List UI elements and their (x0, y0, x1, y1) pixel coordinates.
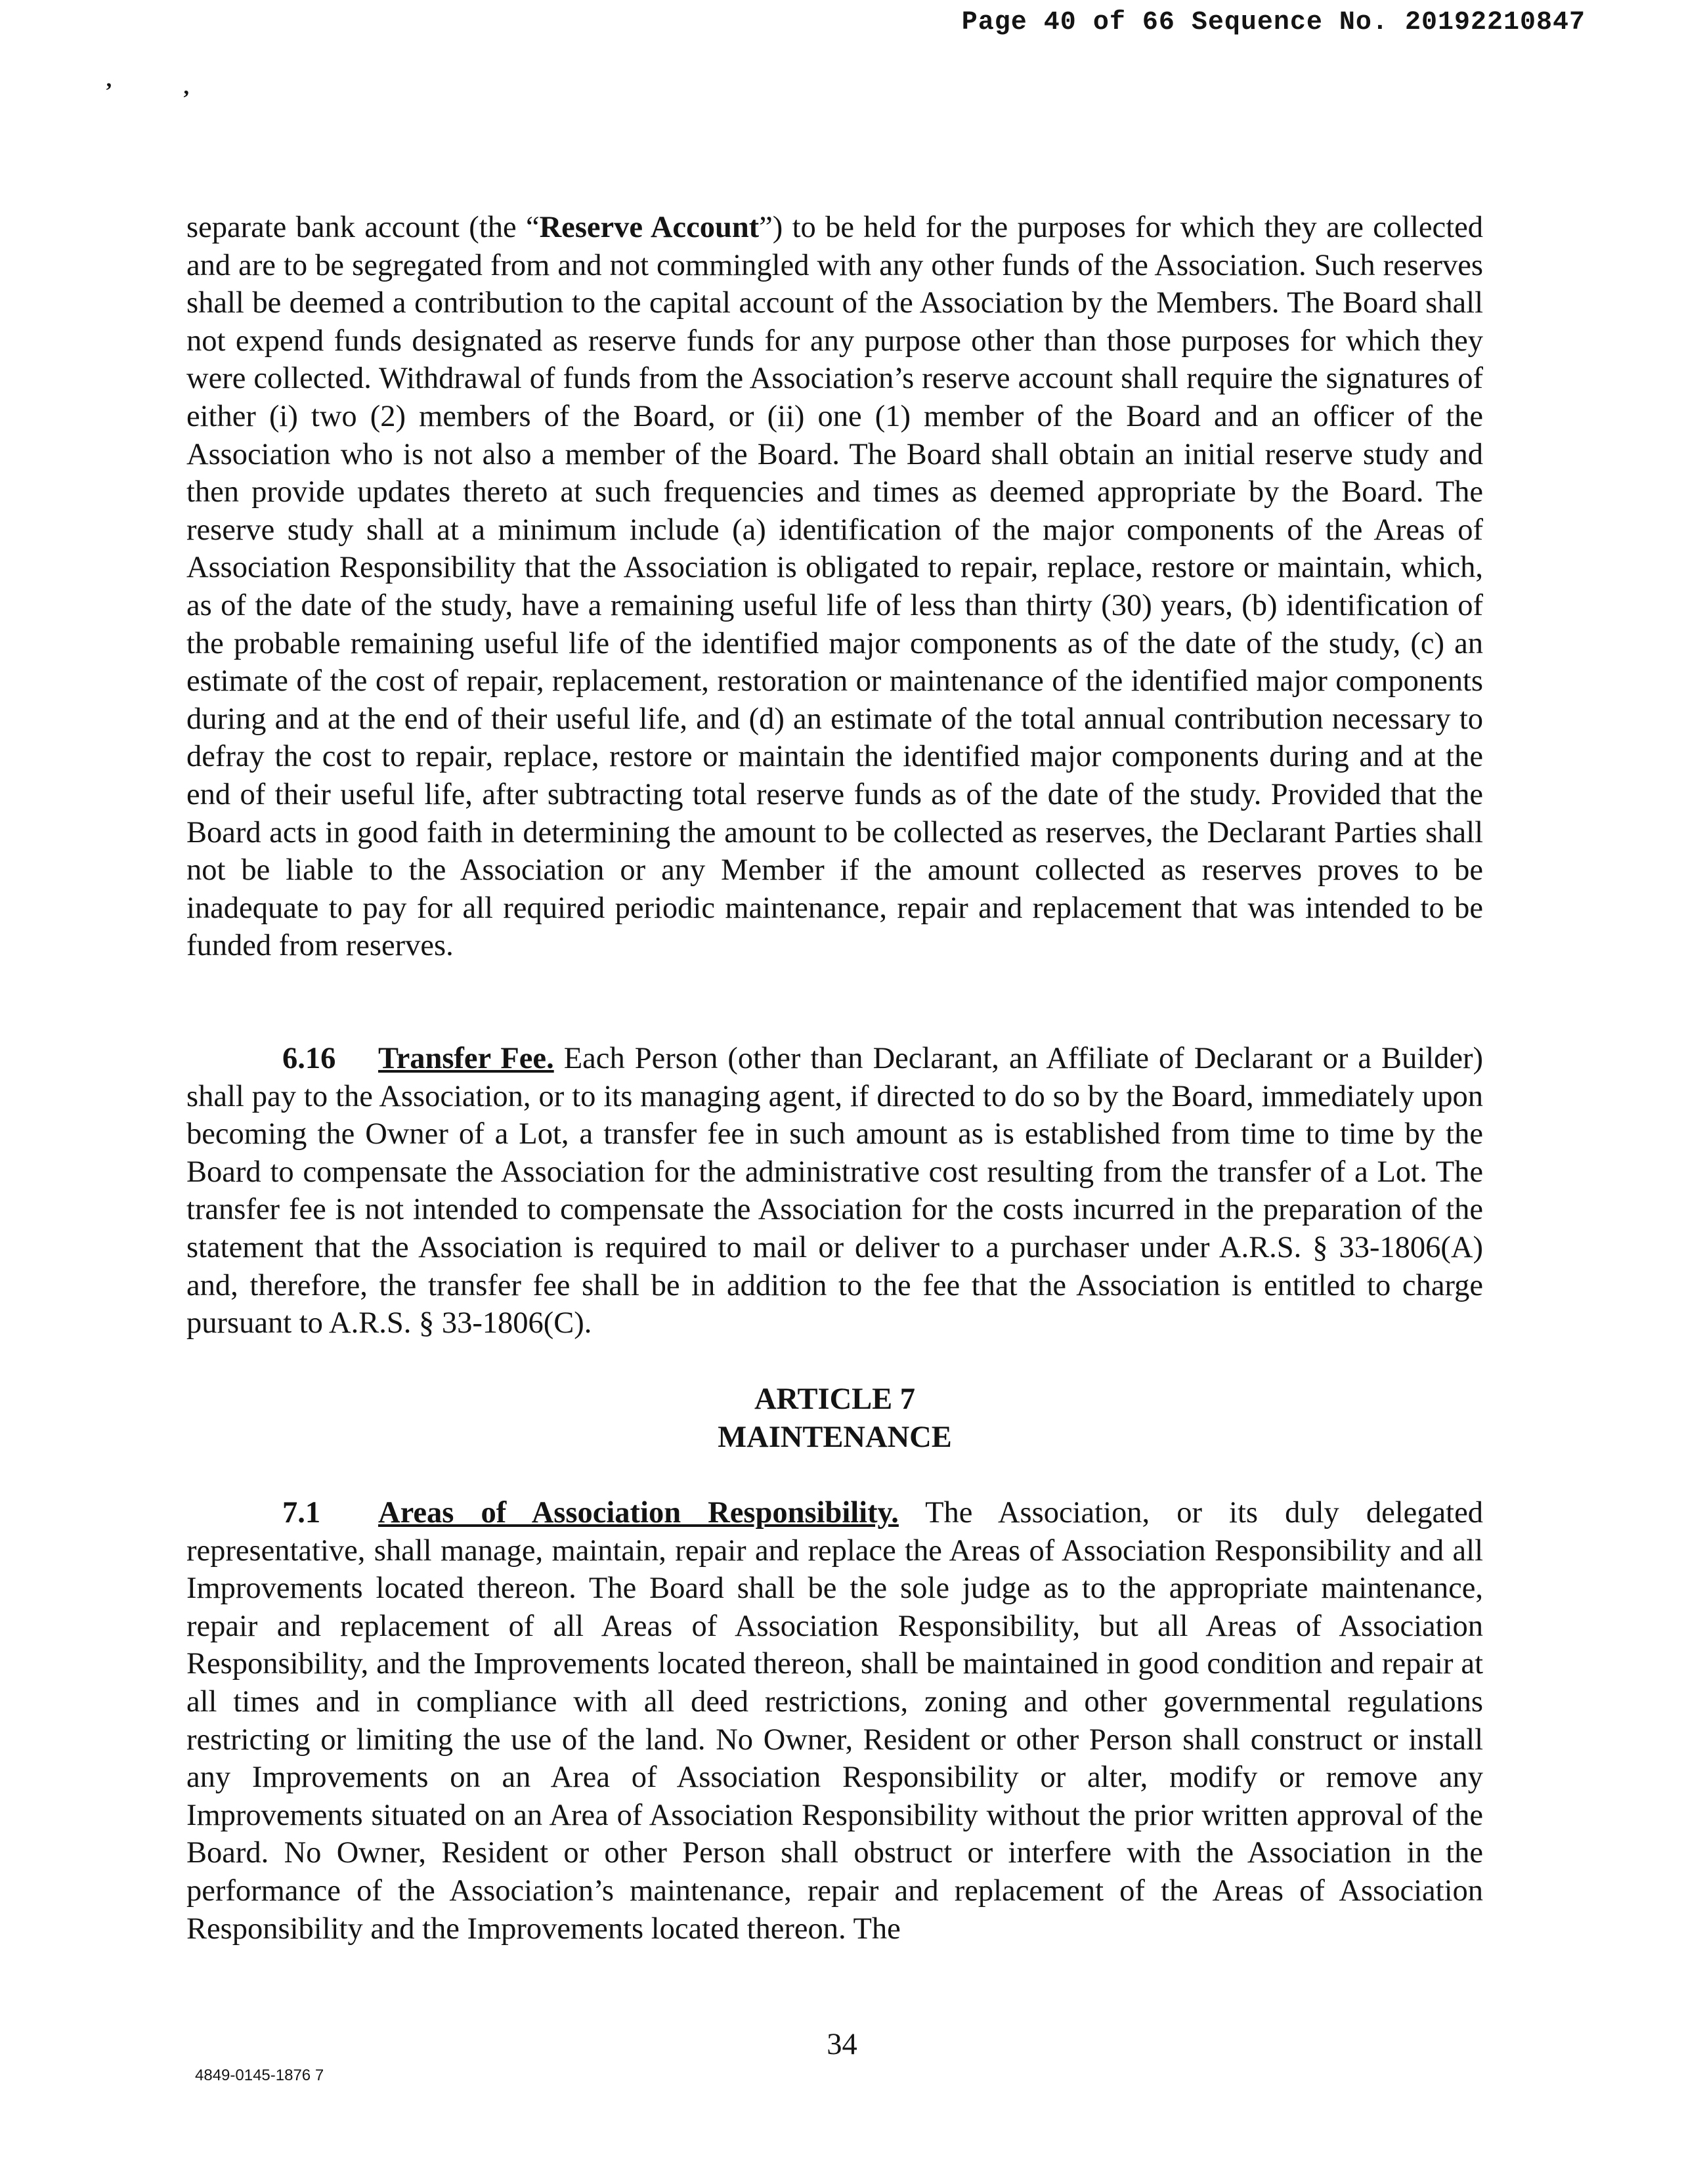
page-current: 40 (1043, 8, 1077, 37)
document-id: 4849-0145-1876 7 (195, 2066, 324, 2084)
section-text: Each Person (other than Declarant, an Affiliate of Declarant or a Builder) shall pay to the Association, or to its managing agent, if directed to do so by the Board, immediately upon becoming the Owner of a Lot, a transfer fee in such amount as is established from time to time by the Board to compensate the Association for the administrative cost resulting from the transfer of a Lot. The transfer fee is not intended to compensate the Association for the costs incurred in the preparation of the statement that the Association is required to mail or deliver to a purchaser under A.R.S. § 33-1806(A) and, therefore, the transfer fee shall be in addition to the fee that the Association is entitled to charge pursuant to A.R.S. § 33-1806(C). (186, 1042, 1484, 1340)
page-of-label: of (1092, 8, 1126, 37)
sequence-label: Sequence No. (1191, 8, 1389, 37)
page-label: Page (961, 8, 1027, 37)
text-before-term: separate bank account (the “ (186, 211, 540, 244)
scan-mark: ’ (105, 79, 113, 103)
section-6-16 (186, 1040, 1483, 1342)
defined-term: Reserve Account (539, 211, 760, 244)
section-number: 6.16 (282, 1042, 336, 1075)
page-total: 66 (1142, 8, 1175, 37)
reserve-account-paragraph (186, 209, 1483, 965)
section-paragraph (186, 1494, 1483, 1948)
section-number: 7.1 (282, 1496, 321, 1530)
section-title: Transfer Fee. (378, 1042, 554, 1075)
page-sequence-stamp (962, 8, 1586, 37)
article-number: ARTICLE 7 (754, 1382, 916, 1416)
article-heading (186, 1381, 1483, 1456)
text-after-term: ”) to be held for the purposes for which they are collected and are to be segregated from and not commingled with any other funds of the Association. Such reserves shall be deemed a contribution to the capital account of the Association by the Members. The Board shall not expend funds designated as reserve funds for any purpose other than those purposes for which they were collected. Withdrawal of funds from the Association’s reserve account shall require the signatures of either (i) two (2) members of the Board, or (ii) one (1) member of the Board and an officer of the Association who is not also a member of the Board. The Board shall obtain an initial reserve study and then provide updates thereto at such frequencies and times as deemed appropriate by the Board. The reserve study shall at a minimum include (a) identification of the major components of the Areas of Association Responsibility that the Association is obligated to repair, replace, restore or maintain, which, as of the date of the study, have a remaining useful life of less than thirty (30) years, (b) identification of the probable remaining useful life of the identified major components as of the date of the study, (c) an estimate of the cost of repair, replacement, restoration or maintenance of the identified major components during and at the end of their useful life, and (d) an estimate of the total annual contribution necessary to defray the cost to repair, replace, restore or maintain the identified major components during and at the end of their useful life, after subtracting total reserve funds as of the date of the study. Provided that the Board acts in good faith in determining the amount to be collected as reserves, the Declarant Parties shall not be liable to the Association or any Member if the amount collected as reserves proves to be inadequate to pay for all required periodic maintenance, repair and replacement that was intended to be funded from reserves. (186, 211, 1484, 963)
page-number: 34 (827, 2028, 857, 2061)
article-title: MAINTENANCE (718, 1420, 952, 1454)
scan-mark: ‚ (183, 75, 190, 99)
section-title: Areas of Association Responsibility. (378, 1496, 899, 1530)
section-text: The Association, or its duly delegated representative, shall manage, maintain, repair and replace the Areas of Association Responsibility and all Improvements located thereon. The Board shall be the sole judge as to the appropriate maintenance, repair and replacement of all Areas of Association Responsibility, but all Areas of Association Responsibility, and the Improvements located thereon, shall be maintained in good condition and repair at all times and in compliance with all deed restrictions, zoning and other governmental regulations restricting or limiting the use of the land. No Owner, Resident or other Person shall construct or install any Improvements on an Area of Association Responsibility or alter, modify or remove any Improvements situated on an Area of Association Responsibility without the prior written approval of the Board. No Owner, Resident or other Person shall obstruct or interfere with the Association in the performance of the Association’s maintenance, repair and replacement of the Areas of Association Responsibility and the Improvements located thereon. The (186, 1496, 1483, 1946)
paragraph-text (186, 209, 1483, 965)
section-paragraph (186, 1040, 1483, 1342)
sequence-number: 20192210847 (1404, 8, 1586, 37)
section-7-1 (186, 1494, 1483, 1948)
